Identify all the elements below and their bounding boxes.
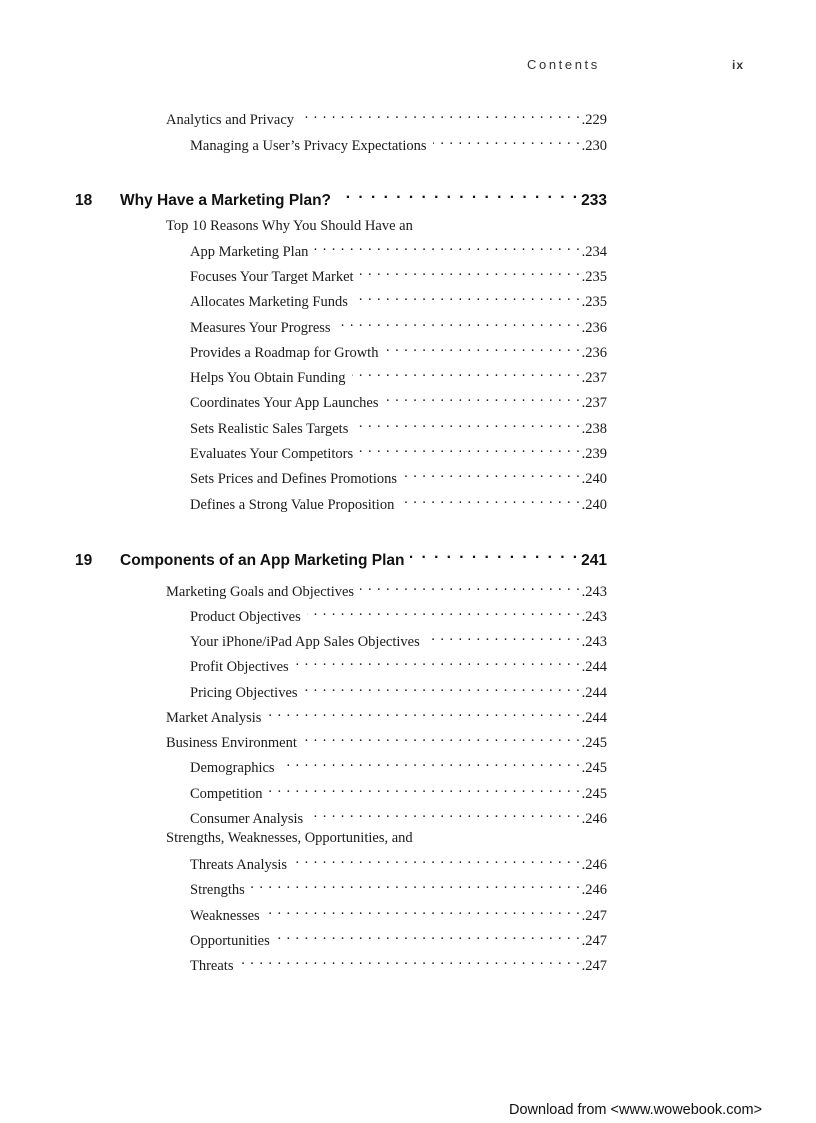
- toc-entry-page: .246: [581, 857, 607, 873]
- toc-entry[interactable]: [190, 261, 607, 285]
- toc-entry-title: Evaluates Your Competitors: [190, 446, 354, 462]
- toc-entry-title: Business Environment: [166, 735, 297, 751]
- toc-entry[interactable]: [190, 130, 607, 154]
- leader-dots: [360, 576, 581, 596]
- toc-entry-title: Threats Analysis: [190, 857, 288, 873]
- toc-entry-page: .247: [581, 933, 607, 949]
- toc-entry[interactable]: [190, 489, 607, 513]
- toc-entry-page: .243: [581, 634, 607, 650]
- leader-dots: [309, 803, 580, 823]
- leader-dots: [359, 438, 581, 458]
- toc-entry-title: Marketing Goals and Objectives: [166, 584, 355, 600]
- download-footer: Download from <www.wowebook.com>: [509, 1102, 763, 1118]
- toc-entry[interactable]: [190, 950, 607, 974]
- toc-entry-page: .237: [581, 395, 607, 411]
- toc-entry[interactable]: [190, 236, 607, 260]
- leader-dots: [276, 925, 581, 945]
- toc-entry-title: Provides a Roadmap for Growth: [190, 345, 379, 361]
- toc-entry[interactable]: [190, 874, 607, 898]
- leader-dots: [293, 849, 581, 869]
- toc-entry-title: Sets Realistic Sales Targets: [190, 421, 349, 437]
- chapter-number: 18: [75, 192, 93, 209]
- leader-dots: [426, 626, 581, 646]
- toc-entry[interactable]: [190, 651, 607, 675]
- leader-dots: [269, 778, 581, 798]
- toc-entry[interactable]: [190, 925, 607, 949]
- chapter-18-heading[interactable]: [75, 183, 607, 209]
- toc-entry[interactable]: [190, 626, 607, 650]
- leader-dots: [337, 183, 579, 205]
- toc-entry-title: Opportunities: [190, 933, 270, 949]
- toc-entry-title: Defines a Strong Value Proposition: [190, 497, 395, 513]
- toc-entry[interactable]: [190, 413, 607, 437]
- chapter-number: 19: [75, 552, 93, 569]
- page-number: ix: [732, 58, 745, 72]
- chapter-title: Components of an App Marketing Plan: [120, 552, 405, 569]
- toc-entry[interactable]: [166, 576, 607, 600]
- toc-entry[interactable]: [190, 677, 607, 701]
- leader-dots: [314, 236, 580, 256]
- toc-entry-page: .247: [581, 958, 607, 974]
- toc-entry-page: .235: [581, 294, 607, 310]
- toc-entry-page: .230: [581, 138, 607, 154]
- leader-dots: [400, 489, 580, 509]
- toc-entry[interactable]: [166, 702, 607, 726]
- toc-entry-page: .236: [581, 345, 607, 361]
- toc-entry[interactable]: [190, 312, 607, 336]
- toc-entry-title: Competition: [190, 786, 263, 802]
- leader-dots: [403, 463, 581, 483]
- toc-entry-page: .243: [581, 609, 607, 625]
- toc-entry-title: Product Objectives: [190, 609, 301, 625]
- toc-entry-title: Helps You Obtain Funding: [190, 370, 346, 386]
- toc-entry-title: Weaknesses: [190, 908, 260, 924]
- toc-entry[interactable]: [190, 778, 607, 802]
- toc-entry-title: Coordinates Your App Launches: [190, 395, 379, 411]
- leader-dots: [300, 104, 581, 124]
- leader-dots: [354, 413, 580, 433]
- leader-dots: [303, 727, 581, 747]
- chapter-page: 241: [581, 552, 607, 569]
- toc-entry-title: Analytics and Privacy: [166, 112, 295, 128]
- toc-entry[interactable]: [190, 803, 607, 827]
- toc-entry-page: .236: [581, 320, 607, 336]
- toc-entry[interactable]: [190, 387, 607, 411]
- leader-dots: [251, 874, 581, 894]
- leader-dots: [307, 601, 581, 621]
- leader-dots: [304, 677, 581, 697]
- toc-entry-title: Threats: [190, 958, 234, 974]
- toc-entry-page: .246: [581, 811, 607, 827]
- leader-dots: [384, 337, 580, 357]
- leader-dots: [267, 702, 580, 722]
- toc-entry-title: App Marketing Plan: [190, 244, 309, 260]
- toc-entry-page: .237: [581, 370, 607, 386]
- toc-entry-page: .239: [581, 446, 607, 462]
- toc-entry[interactable]: [190, 438, 607, 462]
- toc-entry-page: .235: [581, 269, 607, 285]
- toc-entry-page: .247: [581, 908, 607, 924]
- chapter-page: 233: [581, 192, 607, 209]
- toc-entry-title: Allocates Marketing Funds: [190, 294, 348, 310]
- leader-dots: [266, 900, 581, 920]
- toc-entry-title: Measures Your Progress: [190, 320, 331, 336]
- toc-entry-title: Managing a User’s Privacy Expectations: [190, 138, 427, 154]
- toc-entry-title: Focuses Your Target Market: [190, 269, 354, 285]
- toc-entry[interactable]: [190, 900, 607, 924]
- leader-dots: [385, 387, 581, 407]
- toc-entry-page: .245: [581, 735, 607, 751]
- running-header-title: Contents: [527, 57, 600, 72]
- toc-entry-title: Strengths: [190, 882, 245, 898]
- leader-dots: [433, 130, 581, 150]
- toc-entry-title: Sets Prices and Defines Promotions: [190, 471, 398, 487]
- toc-entry-page: .244: [581, 710, 607, 726]
- toc-entry-title: Demographics: [190, 760, 275, 776]
- toc-entry-page: .245: [581, 786, 607, 802]
- toc-entry[interactable]: [166, 727, 607, 751]
- toc-entry-page: .243: [581, 584, 607, 600]
- leader-dots: [410, 543, 579, 565]
- toc-entry-title: Pricing Objectives: [190, 685, 298, 701]
- toc-entry-intro: Top 10 Reasons Why You Should Have an: [166, 218, 413, 234]
- leader-dots: [239, 950, 580, 970]
- toc-entry[interactable]: [190, 601, 607, 625]
- toc-entry-page: .240: [581, 471, 607, 487]
- toc-entry-page: .240: [581, 497, 607, 513]
- toc-entry-page: .244: [581, 685, 607, 701]
- toc-entry-title: Market Analysis: [166, 710, 262, 726]
- toc-entry[interactable]: [190, 752, 607, 776]
- toc-entry-intro: Strengths, Weaknesses, Opportunities, and: [166, 830, 413, 846]
- leader-dots: [337, 312, 581, 332]
- leader-dots: [360, 261, 581, 281]
- toc-entry[interactable]: [190, 286, 607, 310]
- toc-entry-page: .244: [581, 659, 607, 675]
- toc-entry-title: Profit Objectives: [190, 659, 289, 675]
- leader-dots: [354, 286, 581, 306]
- toc-entry-page: .238: [581, 421, 607, 437]
- chapter-title: Why Have a Marketing Plan?: [120, 192, 332, 209]
- toc-entry-page: .234: [581, 244, 607, 260]
- toc-entry[interactable]: [190, 337, 607, 361]
- leader-dots: [295, 651, 581, 671]
- toc-entry-page: .246: [581, 882, 607, 898]
- toc-entry-title: Your iPhone/iPad App Sales Objectives: [190, 634, 420, 650]
- toc-entry[interactable]: [190, 463, 607, 487]
- toc-entry-title: Consumer Analysis: [190, 811, 304, 827]
- toc-entry[interactable]: [190, 362, 607, 386]
- toc-entry[interactable]: [166, 104, 607, 128]
- toc-entry-page: .229: [581, 112, 607, 128]
- leader-dots: [281, 752, 581, 772]
- leader-dots: [352, 362, 581, 382]
- toc-entry[interactable]: [190, 849, 607, 873]
- chapter-19-heading[interactable]: [75, 543, 607, 569]
- toc-entry-page: .245: [581, 760, 607, 776]
